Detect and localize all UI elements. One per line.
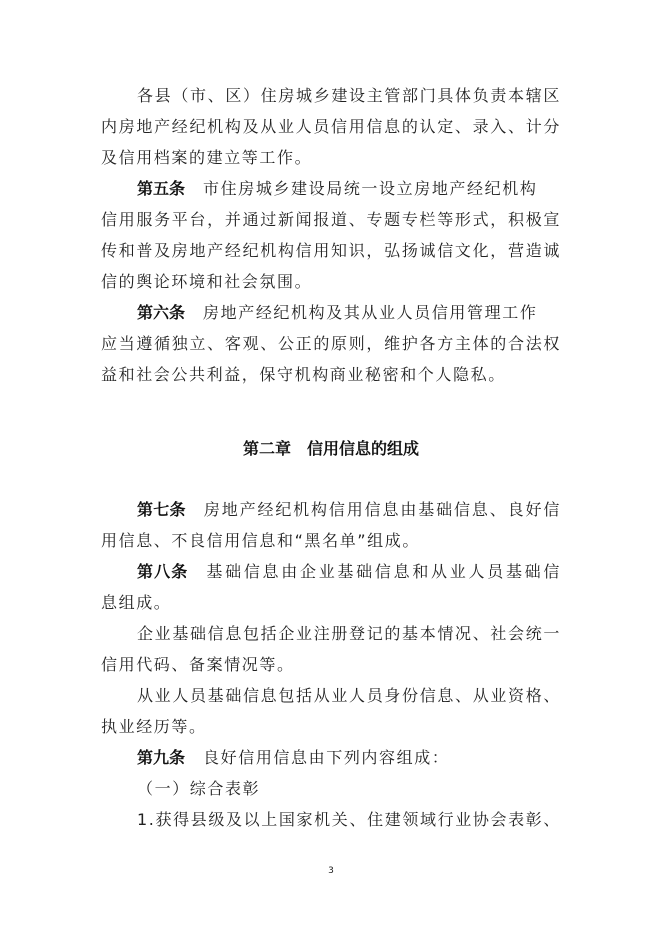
text-content: 及信用档案的建立等工作。: [101, 148, 313, 167]
text-content: 执业经历等。: [101, 717, 207, 736]
text-content: 市住房城乡建设局统一设立房地产经纪机构: [203, 179, 538, 198]
article-number: 第七条: [137, 500, 186, 519]
text-line: [101, 748, 561, 768]
text-content: 基础信息由企业基础信息和从业人员基础信: [206, 562, 561, 581]
text-line: [101, 593, 561, 613]
article-number: 第五条: [137, 179, 186, 198]
article-number: 第九条: [137, 748, 186, 767]
text-content: （一）综合表彰: [137, 779, 261, 798]
article-number: 第八条: [137, 562, 189, 581]
text-line: [101, 241, 561, 261]
text-content: 从业人员基础信息包括从业人员身份信息、从业资格、: [137, 686, 561, 705]
text-line: [101, 717, 561, 737]
text-line: [101, 303, 561, 323]
text-line: [101, 334, 561, 354]
text-content: 信用服务平台，并通过新闻报道、专题专栏等形式，积极宣: [101, 210, 561, 229]
text-line: [101, 365, 561, 385]
text-content: 企业基础信息包括企业注册登记的基本情况、社会统一: [137, 624, 561, 643]
text-line: [101, 500, 561, 520]
text-line: [101, 272, 561, 292]
text-line: [101, 179, 561, 199]
text-line: [101, 117, 561, 137]
text-content: 信用代码、备案情况等。: [101, 655, 295, 674]
text-line: [101, 686, 561, 706]
text-line: [101, 531, 561, 551]
text-content: 传和普及房地产经纪机构信用知识，弘扬诚信文化，营造诚: [101, 241, 561, 260]
text-line: [101, 86, 561, 106]
text-content: 益和社会公共利益，保守机构商业秘密和个人隐私。: [101, 365, 506, 384]
text-line: [101, 210, 561, 230]
text-content: 用信息、不良信用信息和“黑名单”组成。: [101, 531, 420, 550]
text-content: 信的舆论环境和社会氛围。: [101, 272, 313, 291]
text-line: [101, 655, 561, 675]
text-line: [101, 624, 561, 644]
text-content: 良好信用信息由下列内容组成：: [203, 748, 450, 767]
text-content: 1.获得县级及以上国家机关、住建领域行业协会表彰、: [137, 810, 561, 829]
chapter-heading: 第二章 信用信息的组成: [242, 439, 419, 458]
page-number: 3: [328, 866, 334, 876]
text-content: 房地产经纪机构信用信息由基础信息、良好信: [203, 500, 561, 519]
text-content: 应当遵循独立、客观、公正的原则，维护各方主体的合法权: [101, 334, 561, 353]
text-line: [101, 148, 561, 168]
text-content: 息组成。: [101, 593, 172, 612]
text-content: 内房地产经纪机构及从业人员信用信息的认定、录入、计分: [101, 117, 561, 136]
text-content: 各县（市、区）住房城乡建设主管部门具体负责本辖区: [137, 86, 561, 105]
text-line: [101, 562, 561, 582]
article-number: 第六条: [137, 303, 186, 322]
text-line: [101, 779, 561, 799]
text-content: 房地产经纪机构及其从业人员信用管理工作: [203, 303, 538, 322]
text-line: [101, 810, 561, 830]
